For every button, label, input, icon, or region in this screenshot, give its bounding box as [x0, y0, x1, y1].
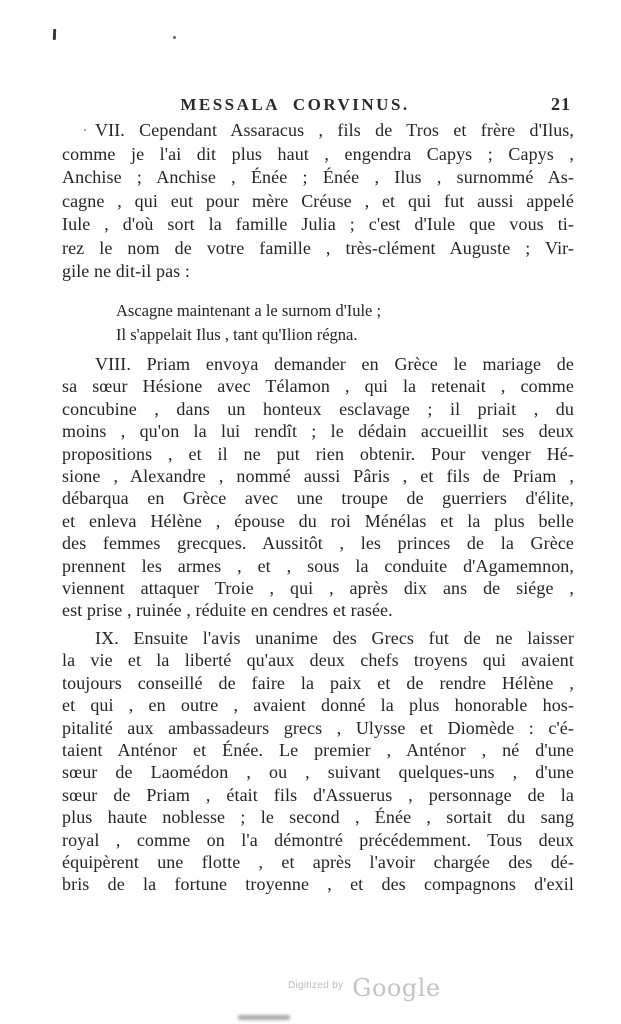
text-line: rez le nom de votre famille , très-clément Auguste ; Vir-: [62, 237, 574, 258]
text-line: équipèrent une flotte , et après l'avoir chargée des dé-: [62, 851, 574, 872]
google-logo: Google: [352, 974, 441, 1002]
text-line: concubine , dans un honteux esclavage ; il priait , du: [62, 398, 574, 419]
verse-quote: [116, 299, 536, 346]
text-line: débarqua en Grèce avec une troupe de guerriers d'élite,: [62, 488, 574, 509]
text-line: et enleva Hélène , épouse du roi Ménélas et la plus belle: [62, 510, 574, 531]
text-line: sœur de Priam , était fils d'Assuerus , personnage de la: [62, 784, 574, 805]
text-line: propositions , et il ne put rien obtenir. Pour venger Hé-: [62, 443, 574, 464]
text-line: moins , qu'on la lui rendît ; le dédain accueillit ses deux: [62, 421, 574, 442]
text-line: sœur de Laomédon , ou , suivant quelques-uns , d'une: [62, 762, 574, 783]
text-line: est prise , ruinée , réduite en cendres et rasée.: [62, 600, 393, 621]
text-line: des femmes grecques. Aussitôt , les princes de la Grèce: [62, 533, 574, 554]
text-line: sione , Alexandre , nommé aussi Pâris , et fils de Priam ,: [62, 465, 574, 486]
text-line: royal , comme on l'a démontré précédemment. Tous deux: [62, 829, 574, 850]
text-line: bris de la fortune troyenne , et des compagnons d'exil: [62, 874, 574, 895]
paragraph-viii: [62, 353, 574, 622]
digitized-by-label: Digitized by: [288, 980, 344, 991]
paragraph-vii: [62, 119, 574, 284]
text-line: toujours conseillé de faire la paix et de rendre Hélène ,: [62, 672, 574, 693]
scan-artifact-smudge: [238, 1015, 290, 1020]
text-line: plus haute noblesse ; le second , Énée , sortait du sang: [62, 807, 574, 828]
text-line: et qui , en outre , avaient donné la plus honorable hos-: [62, 695, 574, 716]
text-line: cagne , qui eut pour mère Créuse , et qui fut aussi appelé: [62, 190, 574, 211]
page-number: 21: [551, 94, 571, 114]
text-line: VIII. Priam envoya demander en Grèce le mariage de: [95, 354, 574, 374]
text-line: Ascagne maintenant a le surnom d'Iule ;: [116, 301, 382, 320]
text-line: taient Anténor et Énée. Le premier , Anténor , né d'une: [62, 739, 574, 760]
text-line: pitalité aux ambassadeurs grecs , Ulysse et Diomède : c'é-: [62, 717, 574, 738]
watermark: [288, 974, 441, 1002]
text-line: sa sœur Hésione avec Télamon , qui la retenait , comme: [62, 376, 574, 397]
text-line: viennent attaquer Troie , qui , après dix ans de siége ,: [62, 577, 574, 598]
text-line: IX. Ensuite l'avis unanime des Grecs fut de ne laisser: [95, 628, 574, 648]
text-line: comme je l'ai dit plus haut , engendra Capys ; Capys ,: [62, 143, 574, 164]
scan-artifact-tick: [53, 29, 56, 40]
text-line: VII. Cependant Assaracus , fils de Tros et frère d'Ilus,: [95, 120, 574, 140]
text-line: la vie et la liberté qu'aux deux chefs troyens qui avaient: [62, 650, 574, 671]
paragraph-ix: [62, 627, 574, 896]
text-line: Il s'appelait Ilus , tant qu'Ilion régna.: [116, 324, 358, 344]
text-line: Anchise ; Anchise , Énée ; Énée , Ilus , surnommé As-: [62, 167, 574, 187]
scan-artifact-speck: [173, 36, 176, 39]
text-line: Iule , d'où sort la famille Julia ; c'est d'Iule que vous ti-: [62, 214, 574, 234]
page-title: MESSALA CORVINUS.: [180, 95, 410, 114]
text-line: prennent les armes , et , sous la conduite d'Agamemnon,: [62, 555, 574, 576]
text-line: gile ne dit-il pas :: [62, 261, 190, 281]
